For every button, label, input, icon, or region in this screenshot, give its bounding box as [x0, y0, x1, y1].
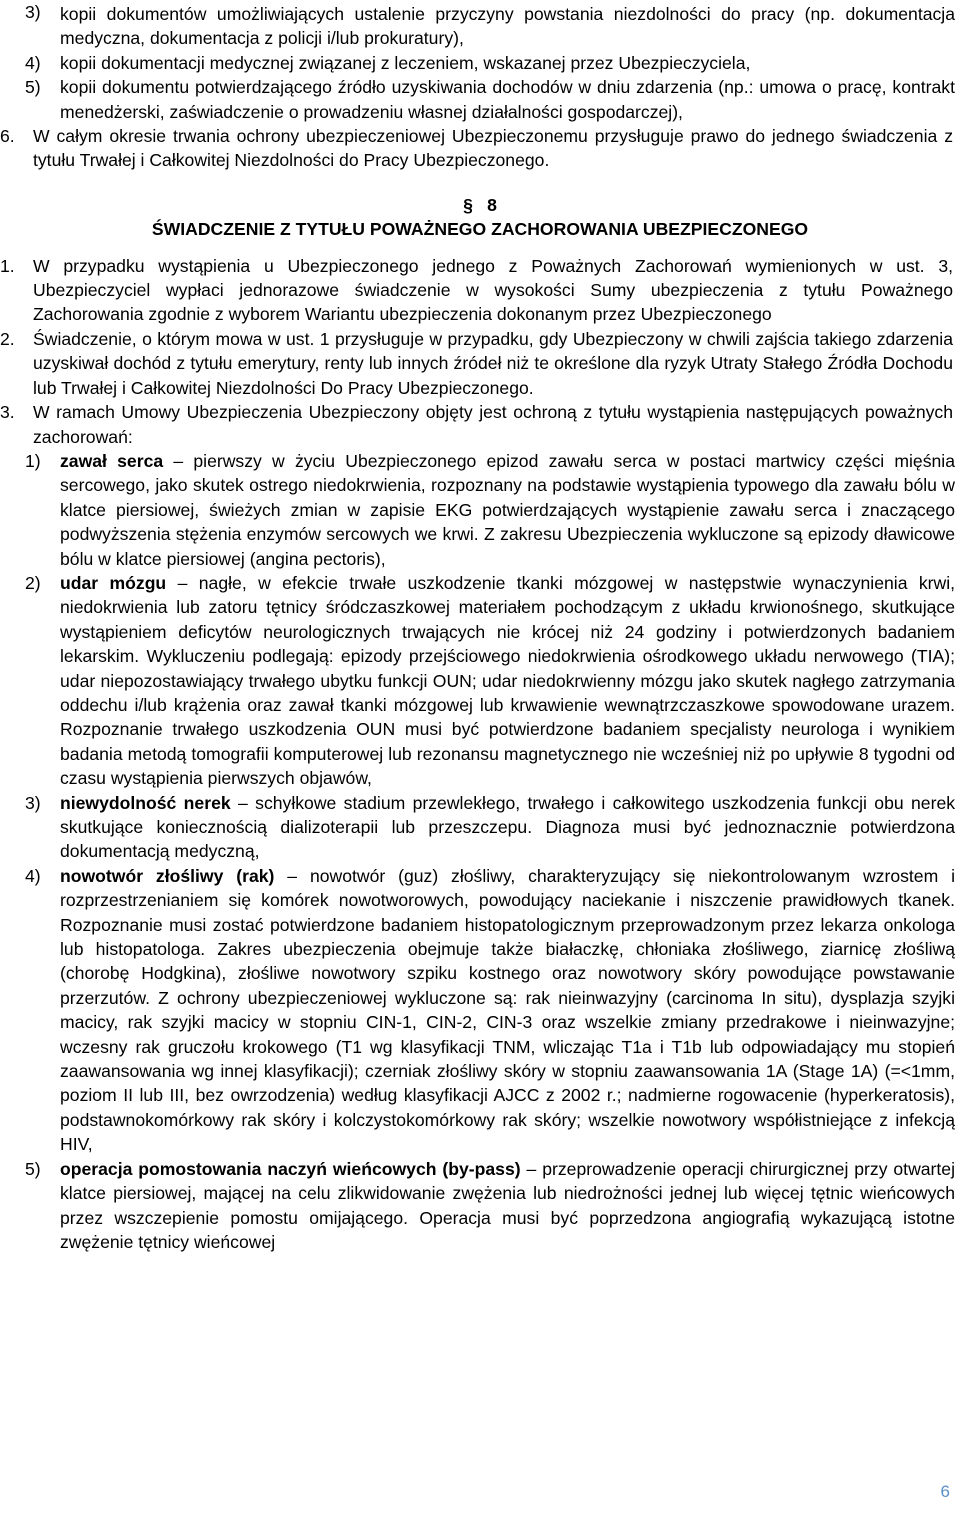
disease-text — [60, 791, 955, 864]
disease-term: zawał serca — [60, 450, 164, 471]
disease-term: udar mózgu — [60, 572, 167, 593]
point-2 — [0, 327, 953, 400]
point-text: W przypadku wystąpienia u Ubezpieczonego jednego z Poważnych Zachorowań wymienionych w ust. 3, Ubezpieczyciel wypłaci jednorazowe świadczenie w wysokości Sumy ubezpieczenia z tytułu Poważnego Zachorowania zgodnie z wyborem Wariantu ubezpieczenia dokonanym przez Ubezpieczonego — [33, 255, 953, 325]
disease-description: pierwszy w życiu Ubezpieczonego epizod zawału serca w postaci martwicy części mięśnia sercowego, jako skutek ostrego niedokrwienia, rozpoznany na podstawie wystąpienia typowego dla zawału bólu w klatce piersiowej, świeżych zmian w zapisie EKG potwierdzających wystąpienie zawału serca i znaczącego podwyższenia stężenia enzymów sercowych we krwi. Z zakresu Ubezpieczenia wykluczone są epizody dławicowe bólu w klatce piersiowej (angina pectoris), — [60, 450, 955, 569]
point-6 — [0, 124, 953, 173]
disease-number: 5) — [25, 1158, 41, 1179]
disease-text — [60, 1157, 955, 1255]
list-number: 5) — [25, 77, 41, 98]
page-number: 6 — [940, 1482, 950, 1501]
disease-text — [60, 864, 955, 1157]
section-symbol: § 8 — [463, 194, 497, 215]
disease-item — [25, 449, 955, 571]
disease-item — [25, 571, 956, 791]
disease-description: schyłkowe stadium przewlekłego, trwałego i całkowitego uszkodzenia funkcji obu nerek skutkujące koniecznością dializoterapii lub przeszczepu. Diagnoza musi być jednoznacznie potwierdzona dokumentacją medyczną, — [60, 792, 956, 862]
disease-number: 2) — [25, 572, 41, 593]
intro-item — [25, 0, 955, 51]
list-text: kopii dokumentacji medycznej związanej z leczeniem, wskazanej przez Ubezpieczyciela, — [60, 52, 751, 73]
disease-text — [60, 571, 955, 791]
disease-description: nagłe, w efekcie trwałe uszkodzenie tkanki mózgowej w następstwie wynaczynienia krwi, niedokrwienia lub zatoru tętnicy śródczaszkowej materiałem pochodzącym z układu krwionośnego, skutkujące wystąpieniem deficytów neurologicznych trwających nie krócej niż 24 godziny i potwierdzonych badaniem lekarskim. Wykluczeniu podlegają: epizody przejściowego niedokrwienia ośrodkowego układu nerwowego (TIA); udar niepozostawiający trwałego ubytku funkcji OUN; udar niedokrwienny mózgu jako skutek nagłego zatrzymania oddechu i/lub krążenia oraz zawał tkanki mózgowej lub krwawienie wewnątrzczaszkowe spowodowane urazem. Rozpoznanie trwałego uszkodzenia OUN musi być potwierdzone badaniem specjalisty neurologa i wynikiem badania metodą tomografii komputerowej lub rezonansu magnetycznego nie wcześniej niż po upływie 8 tygodni od czasu wystąpienia pierwszych objawów, — [60, 572, 956, 789]
point-text: W ramach Umowy Ubezpieczenia Ubezpieczony objęty jest ochroną z tytułu wystąpienia następujących poważnych zachorowań: — [33, 402, 953, 447]
point-number: 3. — [0, 402, 15, 423]
intro-item — [25, 75, 955, 124]
disease-description: nowotwór (guz) złośliwy, charakteryzujący się niekontrolowanym wzrostem i rozprzestrzenianiem się komórek nowotworowych, powodujący naciekanie i niszczenie prawidłowych tkanek. Rozpoznanie musi zostać potwierdzone badaniem histopatologicznym przeprowadzonym przez lekarza onkologa lub histopatologa. Zakres ubezpieczenia obejmuje także białaczkę, chłoniaka złośliwego, ziarnicę złośliwą (chorobę Hodgkina), złośliwe nowotwory szpiku kostnego oraz nowotwory skóry powodujące powstawanie przerzutów. Z ochrony ubezpieczeniowej wykluczone są: rak nieinwazyjny (carcinoma In situ), dysplazja szyjki macicy, rak szyjki macicy w stopniu CIN-1, CIN-2, CIN-3 oraz wszelkie zmiany przedrakowe i nieinwazyjne; wczesny rak gruczołu krokowego (T1 wg klasyfikacji TNM, wliczając T1a i T1b lub odpowiadający mu stopień zaawansowania wg innej klasyfikacji); czerniak złośliwy skóry w stopniu zaawansowania 1A (Stage 1A) (=<1mm, poziom II lub III, bez owrzodzenia) według klasyfikacji AJCC z 2002 r.; nadmierne rogowacenie (hyperkeratosis), podstawnokomórkowy rak skóry i kolczystokomórkowy rak skóry; wszelkie nowotwory współistniejące z infekcją HIV, — [60, 865, 956, 1155]
point-text: W całym okresie trwania ochrony ubezpieczeniowej Ubezpieczonemu przysługuje prawo do jednego świadczenia z tytułu Trwałej i Całkowitej Niezdolności do Pracy Ubezpieczonego. — [33, 126, 953, 171]
disease-term: nowotwór złośliwy (rak) — [60, 865, 275, 886]
list-number: 3) — [25, 2, 41, 22]
dash: – — [526, 1158, 537, 1179]
disease-term: niewydolność nerek — [60, 792, 231, 813]
section-title: ŚWIADCZENIE Z TYTUŁU POWAŻNEGO ZACHOROWANIA UBEZPIECZONEGO — [151, 219, 809, 240]
dash: – — [238, 792, 248, 813]
point-number: 1. — [0, 255, 15, 276]
disease-description: przeprowadzenie operacji chirurgicznej przy otwartej klatce piersiowej, mającej na celu zlikwidowanie zwężenia lub niedrożności jednej lub więcej tętnic wieńcowych przez wszczepienie pomostu omijającego. Operacja musi być poprzedzona angiografią wykazującą istotne zwężenie tętnicy wieńcowej — [60, 1158, 955, 1252]
section-number — [0, 193, 960, 217]
list-text: kopii dokumentów umożliwiających ustalenie przyczyny powstania niezdolności do pracy (np. dokumentacja medyczna, dokumentacja z policji i/lub prokuratury), — [60, 4, 955, 49]
point-3 — [0, 400, 953, 449]
point-1 — [0, 254, 953, 327]
point-text: Świadczenie, o którym mowa w ust. 1 przysługuje w przypadku, gdy Ubezpieczony w chwili zajścia takiego zdarzenia uzyskiwał dochód z tytułu emerytury, renty lub innych źródeł niż te określone dla ryzyk Utraty Stałego Źródła Dochodu lub Trwałej i Całkowitej Niezdolności Do Pracy Ubezpieczonego. — [33, 328, 953, 398]
dash: – — [177, 572, 188, 593]
disease-number: 1) — [25, 450, 41, 471]
disease-item — [25, 1157, 955, 1255]
dash: – — [173, 450, 184, 471]
dash: – — [287, 865, 298, 886]
point-number: 2. — [0, 328, 15, 349]
disease-item — [25, 864, 956, 1157]
disease-item — [25, 791, 956, 864]
disease-text — [60, 449, 955, 571]
list-text: kopii dokumentu potwierdzającego źródło uzyskiwania dochodów w dniu zdarzenia (np.: umowa o pracę, kontrakt menedżerski, zaświadczenie o prowadzeniu własnej działalności gospodarczej), — [60, 77, 955, 122]
disease-number: 3) — [25, 792, 41, 813]
disease-term: operacja pomostowania naczyń wieńcowych (by-pass) — [60, 1158, 521, 1179]
list-number: 4) — [25, 52, 41, 73]
point-number: 6. — [0, 126, 15, 147]
disease-number: 4) — [25, 865, 41, 886]
intro-item — [25, 51, 955, 75]
